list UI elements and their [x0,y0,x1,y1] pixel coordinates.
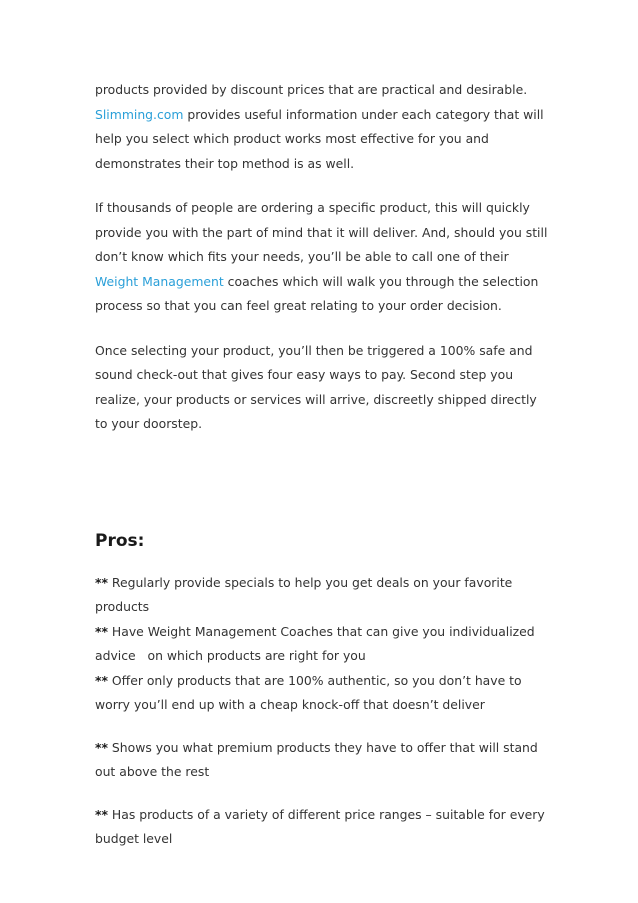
paragraph-intro [95,78,550,176]
pros-item-2 [95,620,550,669]
slimming-link[interactable]: Slimming.com [95,106,184,122]
bullet-stars: ** [95,739,108,755]
weight-management-link[interactable]: Weight Management [95,273,224,289]
bullet-stars: ** [95,672,108,688]
paragraph-checkout: Once selecting your product, you’ll then be triggered a 100% safe and sound check-out that gives four easy ways to pay. Second step you realize, your products or services will arrive, discreetly shipped directly to your doorstep. [95,342,537,431]
pros-item-text: Have Weight Management Coaches that can give you individualized advice on which products are right for you [95,623,539,663]
paragraph-ordering-after: coaches which will walk you through the selection process so that you can feel great relating to your order decision. [95,273,539,313]
pros-item-text: Regularly provide specials to help you get deals on your favorite products [95,574,513,614]
bullet-stars: ** [95,574,108,590]
paragraph-ordering [95,196,550,319]
pros-heading: Pros: [95,530,145,551]
pros-item-3 [95,669,550,718]
paragraph-ordering-before: If thousands of people are ordering a specific product, this will quickly provide you with the part of mind that it will deliver. And, should you still don’t know which fits your needs, you’ll be able to call one of their [95,200,548,264]
pros-item-4 [95,736,550,785]
bullet-stars: ** [95,623,108,639]
paragraph-intro-line1: products provided by discount prices that are practical and desirable. [95,82,528,97]
pros-item-1 [95,571,550,620]
pros-item-text: Offer only products that are 100% authentic, so you don’t have to worry you’ll end up with a cheap knock-off that doesn’t deliver [95,672,522,712]
pros-item-text: Has products of a variety of different price ranges – suitable for every budget level [95,806,545,846]
pros-item-text: Shows you what premium products they have to offer that will stand out above the rest [95,739,538,779]
pros-item-5 [95,803,550,852]
bullet-stars: ** [95,806,108,822]
paragraph-intro-rest: provides useful information under each category that will help you select which product works most effective for you and demonstrates their top method is as well. [95,106,544,171]
document-page [95,78,550,852]
